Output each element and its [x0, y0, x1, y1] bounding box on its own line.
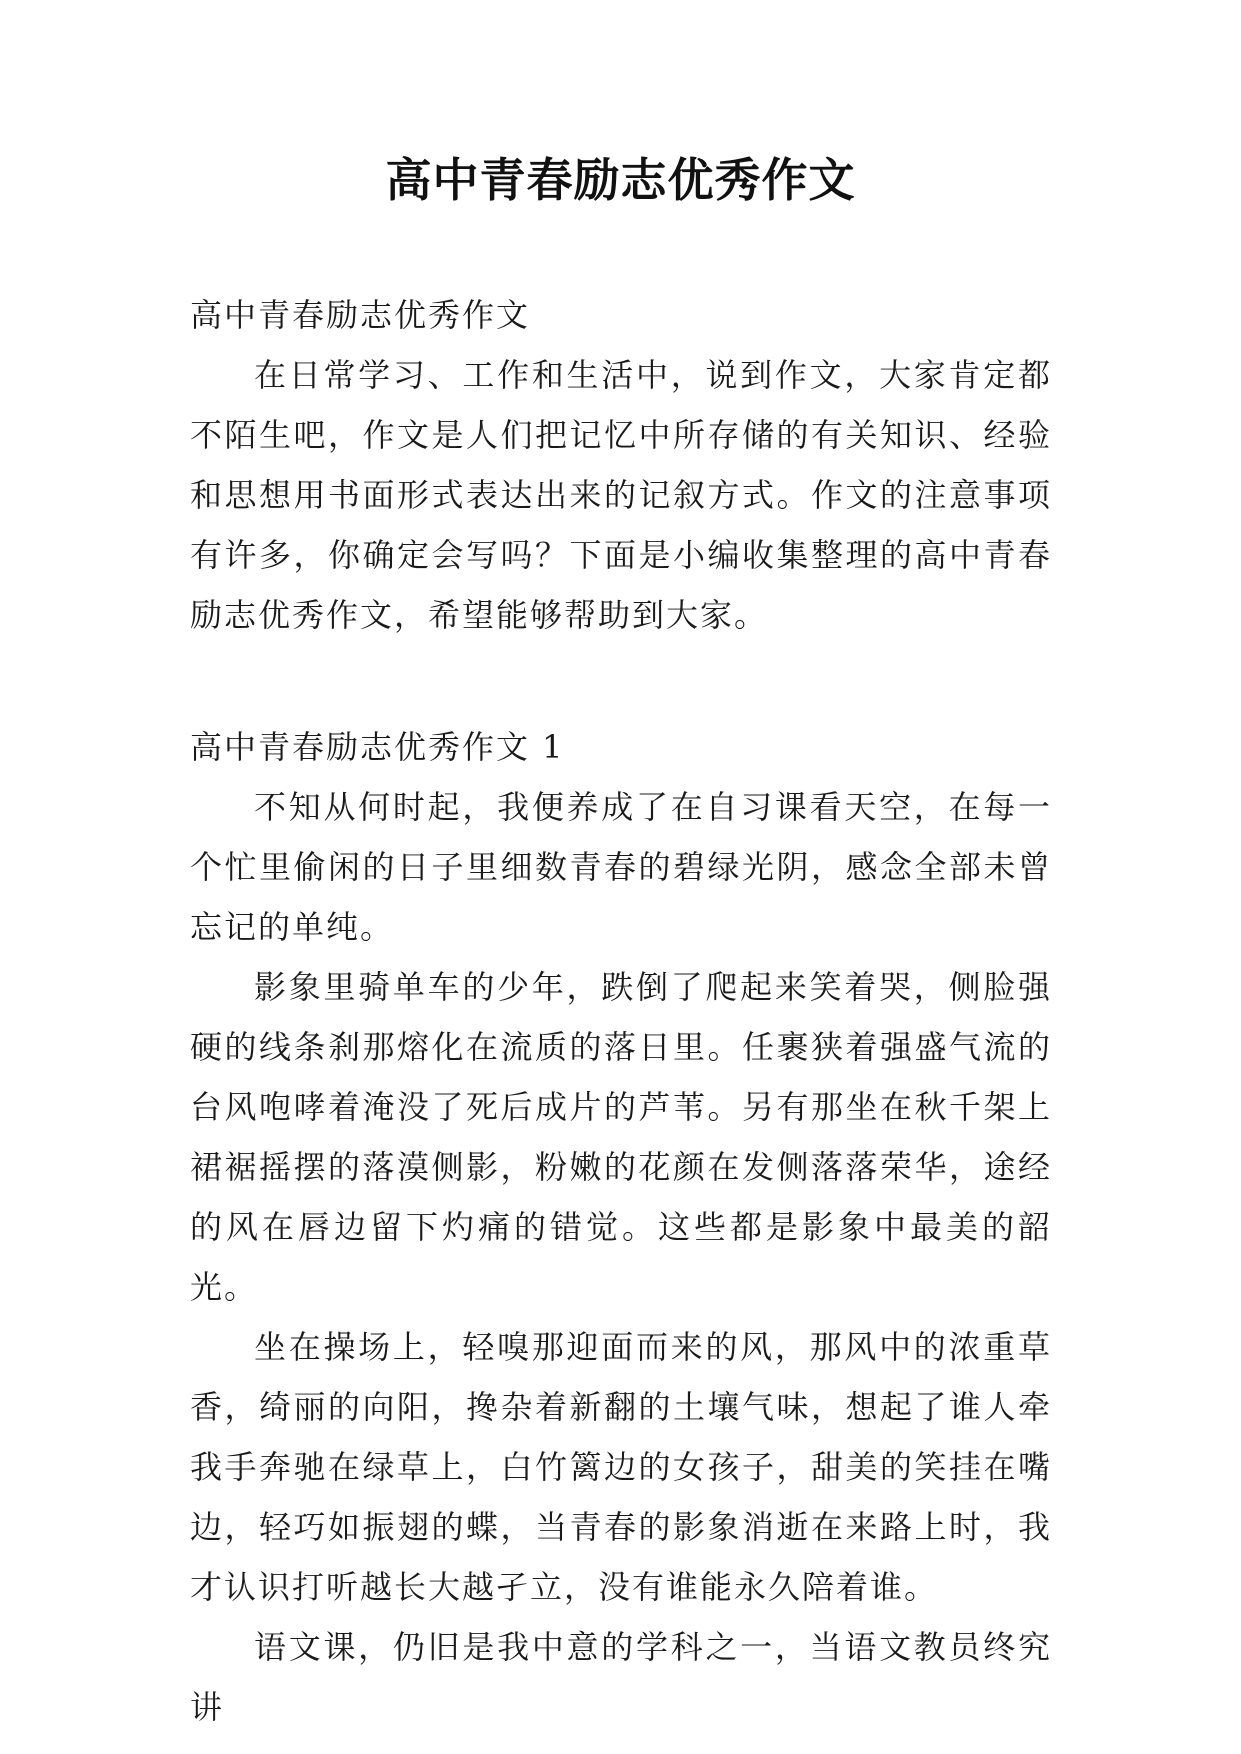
document-title: 高中青春励志优秀作文: [385, 153, 856, 207]
essay-1-paragraph: 影象里骑单车的少年，跌倒了爬起来笑着哭，侧脸强硬的线条刹那熔化在流质的落日里。任裹狭着强盛气流的台风咆哮着淹没了死后成片的芦苇。另有那坐在秋千架上裙裾摇摆的落漠侧影，粉嫩的花颜在发侧落落荣华，途经的风在唇边留下灼痛的错觉。这些都是影象中最美的韶光。: [190, 968, 1052, 1306]
intro-heading: 高中青春励志优秀作文: [190, 296, 531, 334]
document-body: [190, 285, 1052, 1737]
essay-1-paragraph: 不知从何时起，我便养成了在自习课看天空，在每一个忙里偷闲的日子里细数青春的碧绿光阴，感念全部未曾忘记的单纯。: [190, 788, 1052, 946]
intro-paragraph: 在日常学习、工作和生活中，说到作文，大家肯定都不陌生吧，作文是人们把记忆中所存储的有关知识、经验和思想用书面形式表达出来的记叙方式。作文的注意事项有许多，你确定会写吗？下面是小编收集整理的高中青春励志优秀作文，希望能够帮助到大家。: [190, 356, 1052, 634]
essay-1-heading: 高中青春励志优秀作文 1: [190, 728, 565, 766]
essay-1-paragraph: 坐在操场上，轻嗅那迎面而来的风，那风中的浓重草香，绮丽的向阳，搀杂着新翻的土壤气味，想起了谁人牵我手奔驰在绿草上，白竹篱边的女孩子，甜美的笑挂在嘴边，轻巧如振翅的蝶，当青春的影象消逝在来路上时，我才认识打听越长大越孑立，没有谁能永久陪着谁。: [190, 1328, 1052, 1606]
section-spacer: [190, 645, 1052, 717]
essay-1-paragraph: 语文课，仍旧是我中意的学科之一，当语文教员终究讲: [190, 1628, 1052, 1726]
